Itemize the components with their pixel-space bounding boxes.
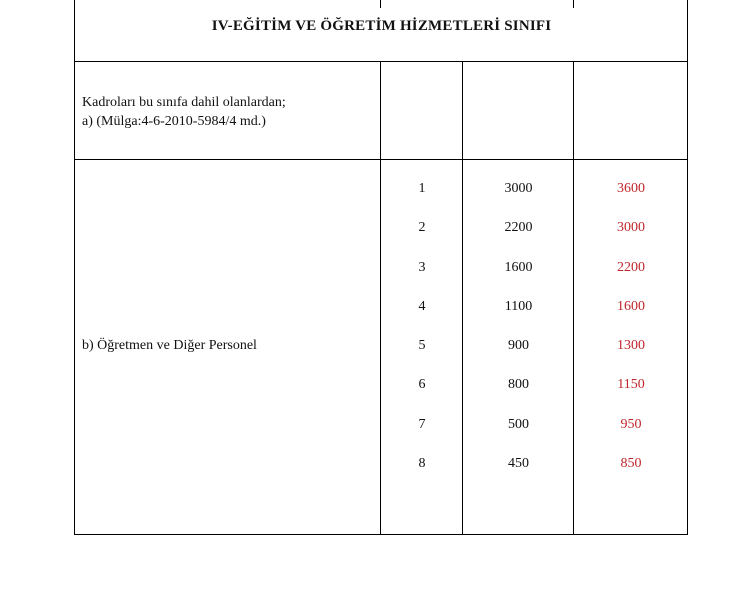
degree-cell: 3 (418, 260, 426, 275)
old-value-cell: 3000 (504, 181, 533, 196)
old-value-cell: 1100 (504, 299, 533, 314)
new-value-cell: 1150 (617, 377, 645, 392)
intro-line-2: a) (Mülga:4-6-2010-5984/4 md.) (82, 114, 266, 129)
degree-cell: 7 (418, 417, 426, 432)
section-title: IV-EĞİTİM VE ÖĞRETİM HİZMETLERİ SINIFI (211, 18, 552, 34)
old-value-cell: 800 (508, 377, 529, 392)
intro-line-1: Kadroları bu sınıfa dahil olanlardan; (82, 95, 286, 110)
top-stub-2 (573, 0, 574, 8)
new-value-cell: 850 (620, 456, 642, 471)
degree-cell: 4 (418, 299, 426, 314)
new-value-cell: 3600 (617, 181, 645, 196)
degree-cell: 8 (418, 456, 426, 471)
new-value-cell: 1600 (617, 299, 645, 314)
degree-cell: 5 (418, 338, 426, 353)
table-border-bottom (74, 534, 688, 535)
new-value-cell: 1300 (617, 338, 645, 353)
old-value-cell: 900 (508, 338, 529, 353)
table-border-left (74, 0, 75, 535)
intro-text (82, 93, 286, 131)
degree-cell: 2 (418, 220, 426, 235)
new-value-cell: 950 (620, 417, 642, 432)
title-row-divider (74, 61, 688, 62)
old-value-cell: 1600 (504, 260, 533, 275)
new-value-cell: 3000 (617, 220, 645, 235)
degree-cell: 6 (418, 377, 426, 392)
old-value-cell: 500 (508, 417, 529, 432)
group-label: b) Öğretmen ve Diğer Personel (82, 338, 257, 353)
intro-row-divider (74, 159, 688, 160)
degree-cell: 1 (418, 181, 426, 196)
new-value-cell: 2200 (617, 260, 645, 275)
top-stub-1 (380, 0, 381, 8)
old-value-cell: 450 (508, 456, 529, 471)
old-value-cell: 2200 (504, 220, 533, 235)
